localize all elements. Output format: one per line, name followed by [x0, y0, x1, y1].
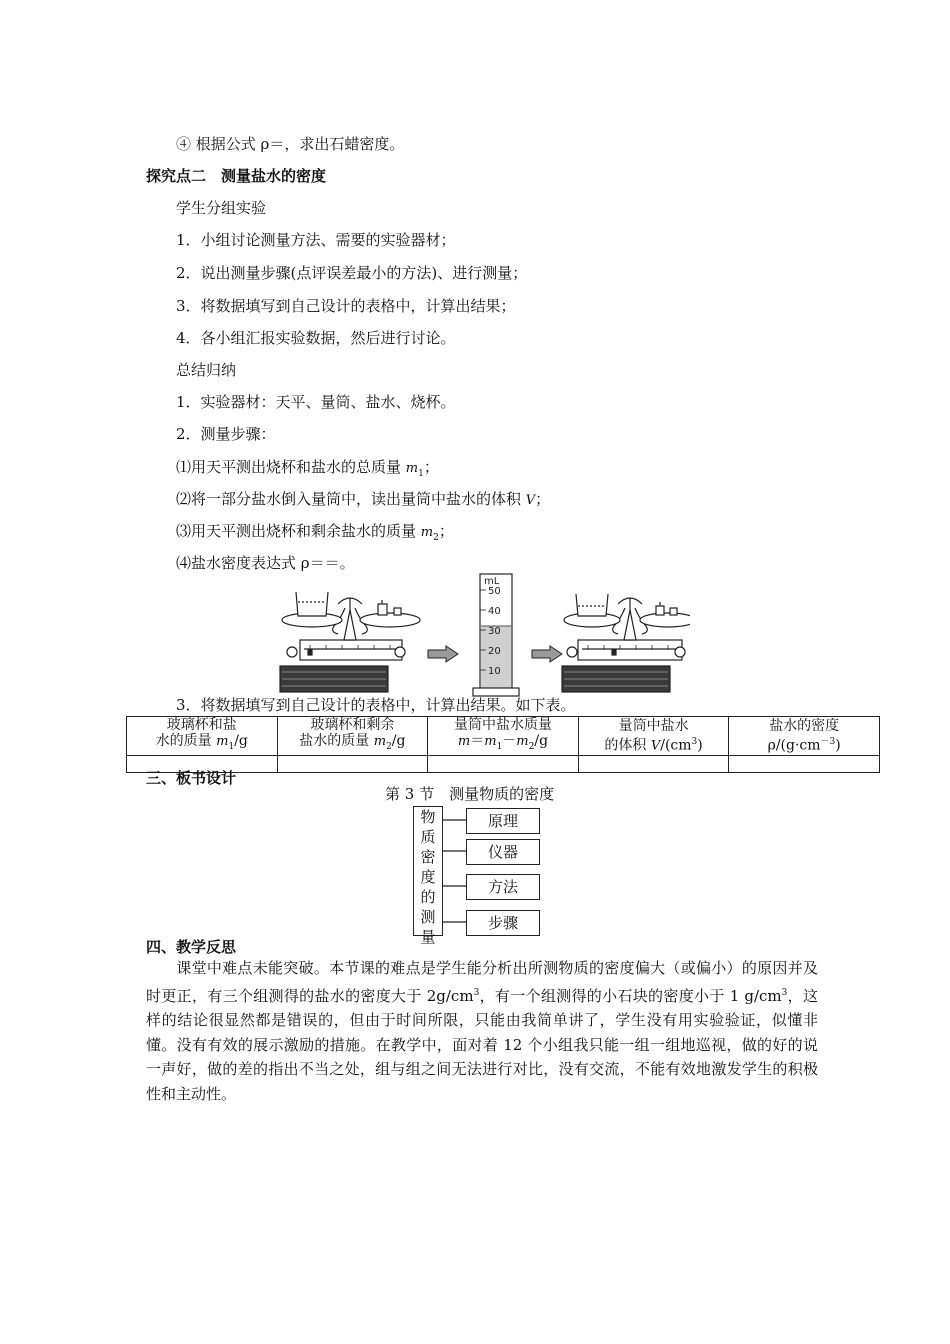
board-char: 测	[420, 908, 436, 926]
procedure-1: ⑴用天平测出烧杯和盐水的总质量 $m_1$；	[176, 458, 439, 479]
board-char: 物	[420, 808, 436, 826]
board-char: 质	[420, 828, 436, 846]
cylinder-tick-30: 30	[488, 626, 501, 637]
table-row	[127, 755, 880, 772]
table-cell	[428, 755, 579, 772]
heading-explore-point-2: 探究点二 测量盐水的密度	[146, 167, 327, 185]
cylinder-tick-40: 40	[488, 606, 501, 617]
group-step-2: 2．说出测量步骤(点评误差最小的方法)、进行测量；	[176, 264, 528, 282]
cylinder-unit: mL	[484, 576, 500, 587]
arrow-1	[428, 646, 458, 662]
summary-item-3: 3．将数据填写到自己设计的表格中，计算出结果。如下表。	[176, 696, 576, 714]
summary-item-1: 1．实验器材：天平、量筒、盐水、烧杯。	[176, 393, 456, 411]
procedure-4: ⑷盐水密度表达式 ρ＝＝。	[176, 554, 355, 572]
reflection-paragraph: 课堂中难点未能突破。本节课的难点是学生能分析出所测物质的密度偏大（或偏小）的原因并及时更正，有三个组测得的盐水的密度大于 $2g/cm^3$，有一个组测得的小石块的密度小于 1 $g/cm^3$，这样的结论很显然都是错误的，但由于时间所限，只能由我简单讲了，学生没有用实验验证，似懂非懂。没有有效的展示激励的措施。在教学中，面对着 12 个小组我只能一组一组地巡视，做的好的说一声好，做的差的指出不当之处，组与组之间无法进行对比，没有交流，不能有效地激发学生的积极性和主动性。	[146, 959, 818, 1103]
balance-left	[280, 592, 420, 692]
group-step-3: 3．将数据填写到自己设计的表格中，计算出结果；	[176, 297, 516, 315]
board-char: 量	[420, 928, 436, 946]
board-char: 密	[420, 848, 436, 866]
data-table	[126, 716, 880, 773]
col-header-total-mass: 玻璃杯和盐 水的质量 $m_1/g$	[127, 717, 278, 756]
group-step-1: 1．小组讨论测量方法、需要的实验器材；	[176, 231, 456, 249]
cylinder-tick-50: 50	[488, 586, 501, 597]
subheading-summary: 总结归纳	[176, 361, 237, 379]
table-cell	[729, 755, 880, 772]
arrow-2	[532, 646, 562, 662]
board-box-steps: 步骤	[466, 910, 540, 936]
group-step-4: 4．各小组汇报实验数据，然后进行讨论。	[176, 329, 456, 347]
balance-right	[562, 594, 690, 692]
subheading-group-experiment: 学生分组实验	[176, 199, 267, 217]
board-title: 第 3 节 测量物质的密度	[385, 785, 555, 803]
table-cell	[277, 755, 428, 772]
board-box-instruments: 仪器	[466, 839, 540, 865]
col-header-remaining-mass: 玻璃杯和剩余 盐水的质量 $m_2/g$	[277, 717, 428, 756]
board-box-principle: 原理	[466, 808, 540, 834]
col-header-volume: 量筒中盐水 的体积 $V/(cm^3)$	[578, 717, 729, 756]
table-cell	[578, 755, 729, 772]
board-box-method: 方法	[466, 874, 540, 900]
procedure-2: ⑵将一部分盐水倒入量筒中，读出量筒中盐水的体积 V；	[176, 490, 551, 508]
board-char: 的	[420, 888, 436, 906]
cylinder-tick-20: 20	[488, 646, 501, 657]
cylinder-tick-10: 10	[488, 666, 501, 677]
board-vertical-box	[413, 806, 443, 946]
heading-teaching-reflection: 四、教学反思	[146, 938, 237, 956]
board-char: 度	[420, 868, 436, 886]
heading-board-design: 三、板书设计	[146, 769, 237, 787]
col-header-cylinder-mass: 量筒中盐水质量 $m=m_1-m_2/g$	[428, 717, 579, 756]
formula-step-4: ④ 根据公式 ρ＝，求出石蜡密度。	[176, 135, 405, 153]
experiment-figure	[270, 570, 690, 702]
procedure-3: ⑶用天平测出烧杯和剩余盐水的质量 $m_2$；	[176, 522, 454, 543]
summary-item-2: 2．测量步骤：	[176, 425, 276, 443]
col-header-density: 盐水的密度 $\rho/(g\cdot cm^{-3})$	[729, 717, 880, 756]
